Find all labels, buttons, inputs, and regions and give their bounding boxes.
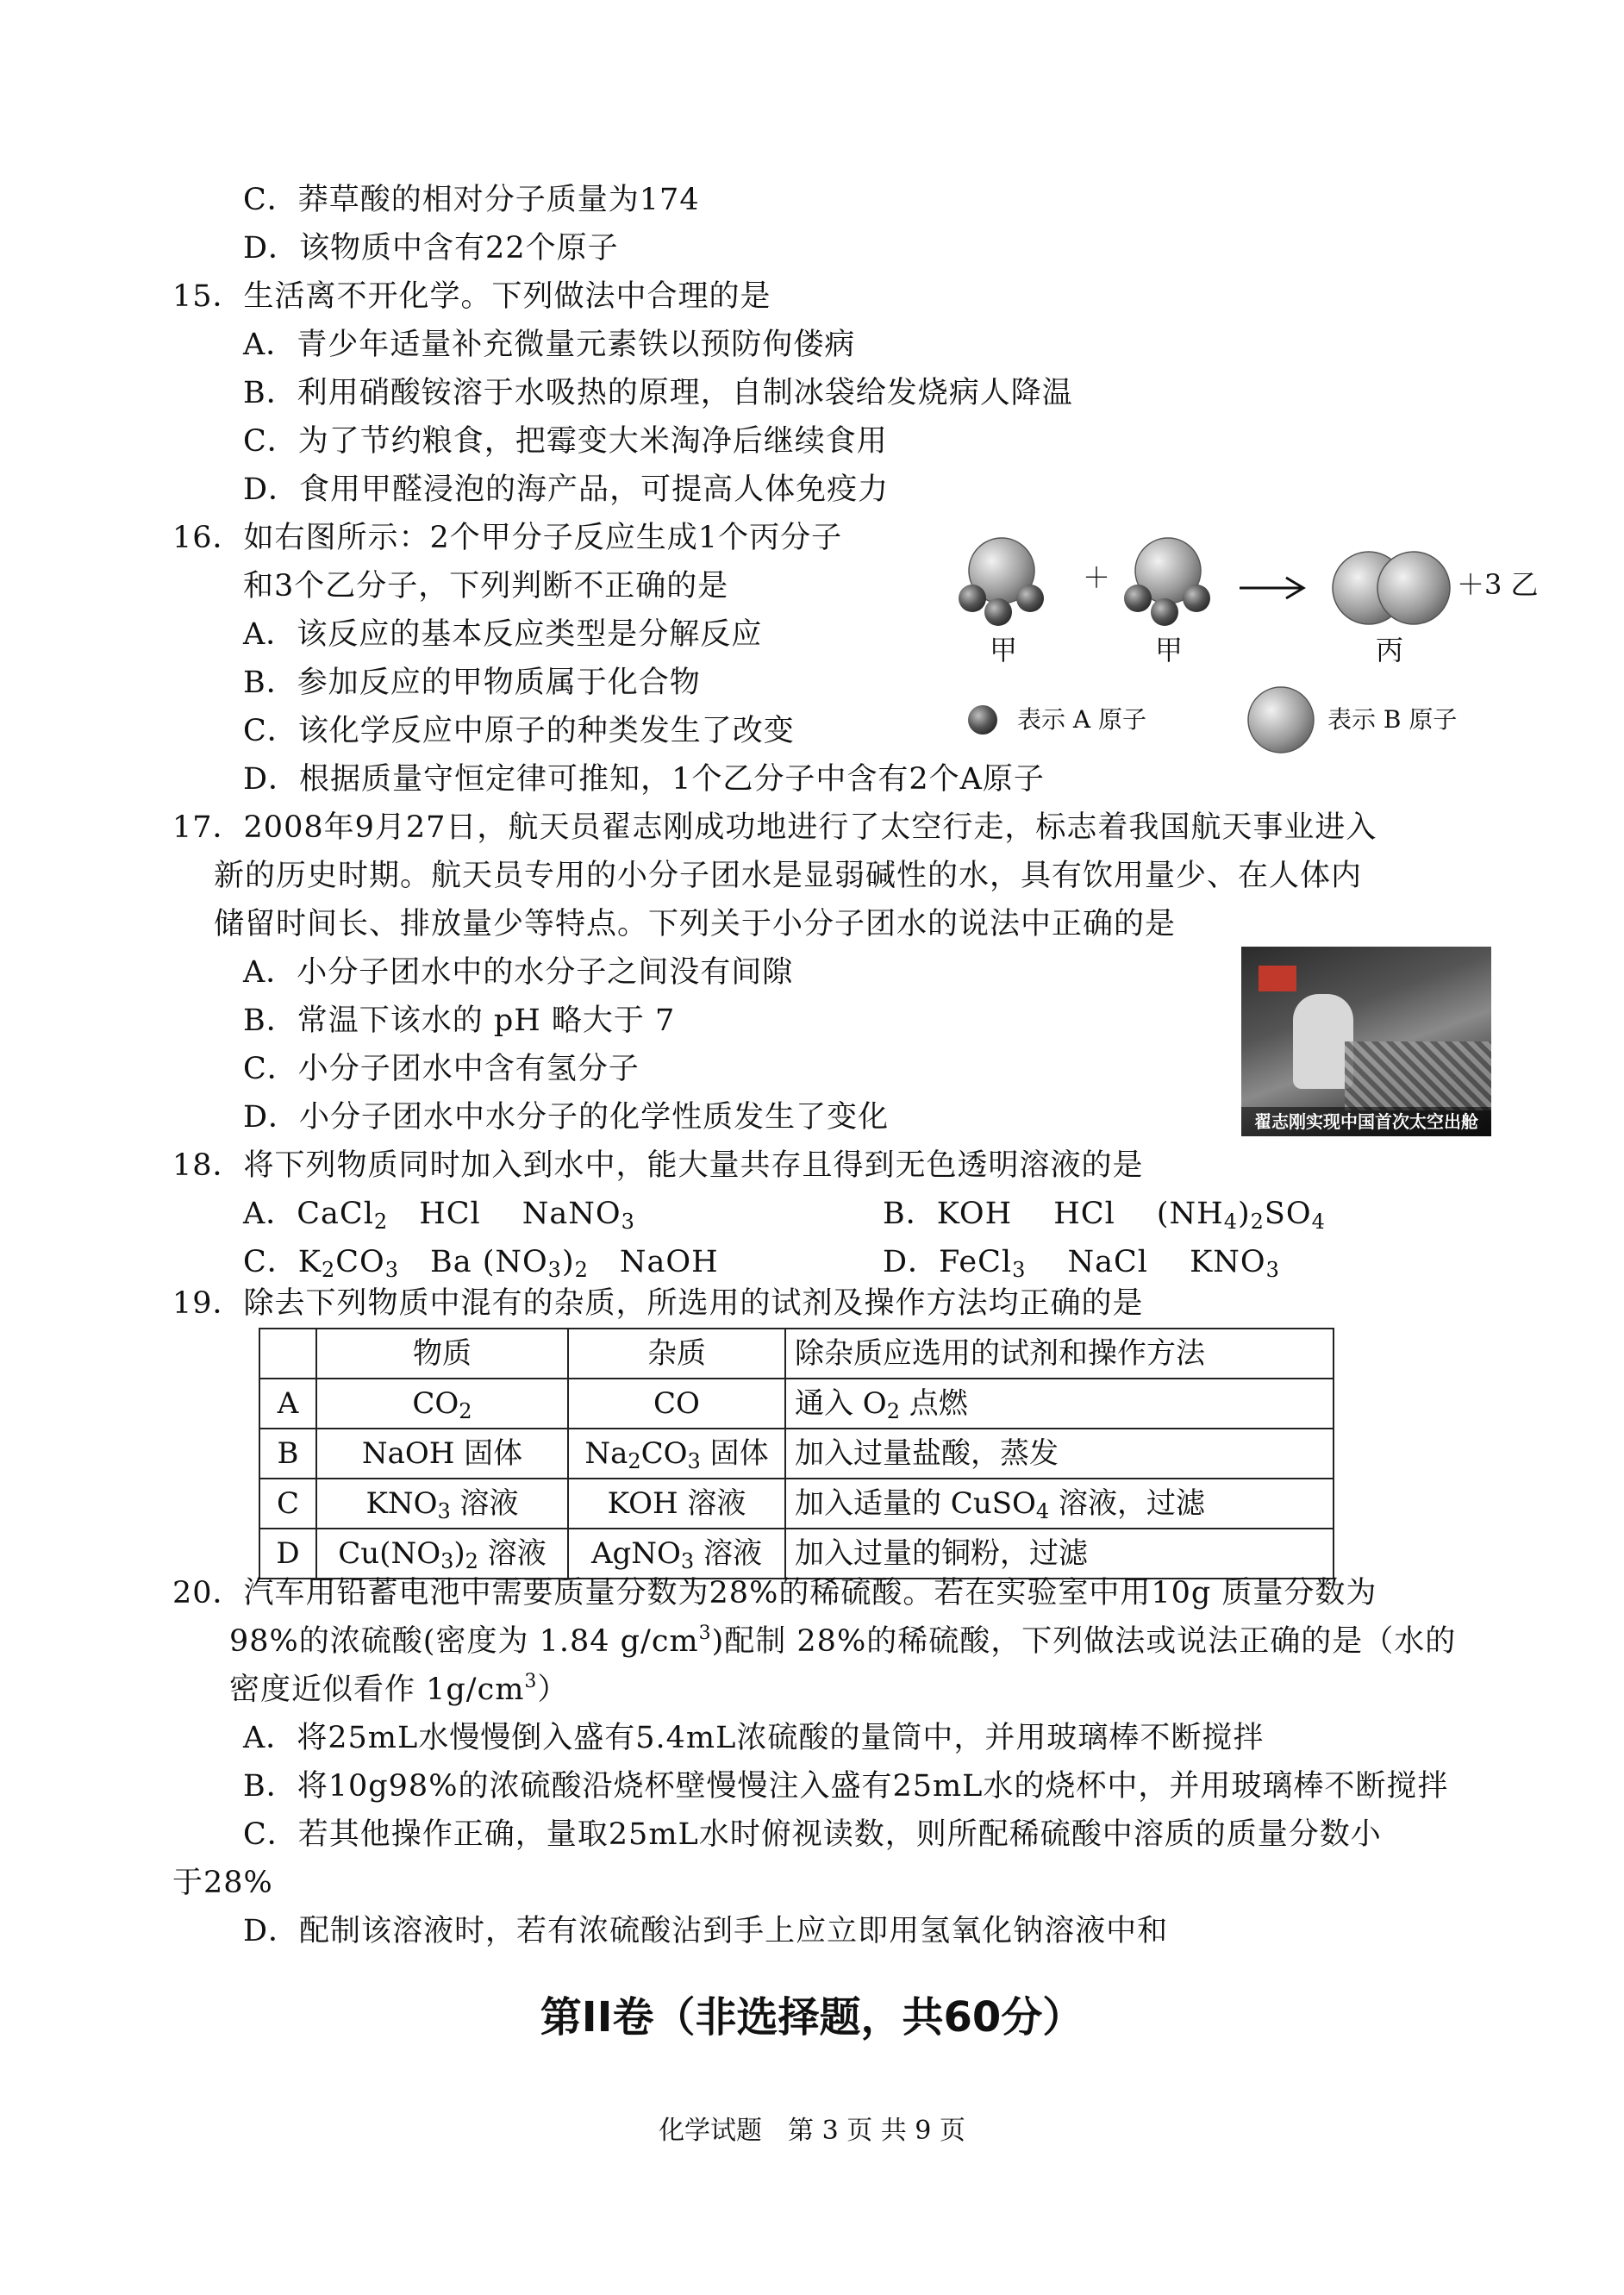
row-key: A [259,1379,316,1429]
q16-option-a: A．该反应的基本反应类型是分解反应 [243,617,763,652]
legend-a-text: 表示 A 原子 [1017,705,1147,734]
q19-stem: 19．除去下列物质中混有的杂质，所选用的试剂及操作方法均正确的是 [172,1286,1144,1321]
bing-molecule [1333,552,1450,624]
header-blank [259,1329,316,1379]
row-key: B [259,1429,316,1479]
reaction-arrow [1240,578,1303,598]
photo-caption: 翟志刚实现中国首次太空出舱 [1241,1107,1491,1136]
q18-option-d: D．FeCl$_3$ NaCl $KNO_3$ [883,1245,1280,1282]
substance-cell: $KNO_3$ 溶液 [316,1479,568,1529]
table-header-row [259,1329,1334,1379]
q15-option-b: B．利用硝酸铵溶于水吸热的原理，自制冰袋给发烧病人降温 [243,376,1073,410]
q17-stem-line3: 储留时间长、排放量少等特点。下列关于小分子团水的说法中正确的是 [214,907,1177,941]
method-cell: 加入适量的 CuSO$_4$ 溶液，过滤 [785,1479,1334,1529]
impurity-cell: CO [568,1379,785,1429]
method-cell: 加入过量的铜粉，过滤 [785,1529,1334,1579]
impurity-removal-table [259,1328,1334,1579]
q20-stem-line1: 20．汽车用铅蓄电池中需要质量分数为28%的稀硫酸。若在实验室中用10g 质量分数为 [172,1576,1377,1610]
q16-stem-line1: 16．如右图所示：2个甲分子反应生成1个丙分子 [172,521,843,555]
impurity-cell: AgNO$_3$ 溶液 [568,1529,785,1579]
spacecraft-shape [1345,1041,1491,1110]
method-cell: 通入 $O_2$ 点燃 [785,1379,1334,1429]
q20-option-c-line2: 于28% [172,1866,273,1900]
q18-stem: 18．将下列物质同时加入到水中，能大量共存且得到无色透明溶液的是 [172,1148,1144,1183]
label-jia-1: 甲 [990,634,1018,666]
q20-option-b: B．将10g98%的浓硫酸沿烧杯壁慢慢注入盛有25mL水的烧杯中，并用玻璃棒不断搅拌 [243,1769,1449,1804]
page-footer: 化学试题 第 3 页 共 9 页 [659,2116,965,2146]
method-cell: 加入过量盐酸，蒸发 [785,1429,1334,1479]
table-row [259,1429,1334,1479]
substance-cell: NaOH 固体 [316,1429,568,1479]
table-row [259,1529,1334,1579]
jia-molecule-1 [959,538,1044,626]
row-key: C [259,1479,316,1529]
q18-option-a: A．CaCl$_2$ HCl NaNO$_3$ [243,1197,635,1234]
q16-option-c: C．该化学反应中原子的种类发生了改变 [243,714,795,748]
q17-option-c: C．小分子团水中含有氢分子 [243,1052,640,1086]
legend-b-atom-icon [1248,687,1314,753]
row-key: D [259,1529,316,1579]
q17-option-a: A．小分子团水中的水分子之间没有间隙 [243,955,794,990]
q17-option-b: B．常温下该水的 pH 略大于 7 [243,1004,676,1038]
q20-stem-line3: 密度近似看作 $1g/cm^3$） [229,1671,569,1707]
header-substance: 物质 [316,1329,568,1379]
substance-cell: $Cu(NO_3)_2$ 溶液 [316,1529,568,1579]
substance-cell: $CO_2$ [316,1379,568,1429]
q16-option-d: D．根据质量守恒定律可推知，1个乙分子中含有2个A原子 [243,762,1045,797]
plus-sign: ＋ [1083,561,1111,594]
q18-option-b: B．KOH HCl $(NH_4)_2SO_4$ [883,1197,1326,1234]
q16-option-b: B．参加反应的甲物质属于化合物 [243,666,701,700]
jia-molecule-2 [1124,538,1210,626]
impurity-cell: $Na_2CO_3$ 固体 [568,1429,785,1479]
label-bing: 丙 [1376,634,1404,666]
q14-option-c: C．莽草酸的相对分子质量为174 [243,183,700,217]
q17-stem-line1: 17．2008年9月27日，航天员翟志刚成功地进行了太空行走，标志着我国航天事业进入 [172,810,1377,845]
reaction-diagram [948,526,1552,767]
impurity-cell: KOH 溶液 [568,1479,785,1529]
q20-option-d: D．配制该溶液时，若有浓硫酸沾到手上应立即用氢氧化钠溶液中和 [243,1914,1169,1948]
q20-option-a: A．将25mL水慢慢倒入盛有5.4mL浓硫酸的量筒中，并用玻璃棒不断搅拌 [243,1721,1265,1755]
q18-option-c: C．$K_2CO_3$ Ba $(NO_3)_2$ NaOH [243,1245,719,1282]
q17-stem-line2: 新的历史时期。航天员专用的小分子团水是显弱碱性的水，具有饮用量少、在人体内 [214,859,1363,893]
q15-option-d: D．食用甲醛浸泡的海产品，可提高人体免疫力 [243,472,890,507]
label-jia-2: 甲 [1155,634,1184,666]
q15-option-a: A．青少年适量补充微量元素铁以预防佝偻病 [243,328,856,362]
legend-b-text: 表示 B 原子 [1327,705,1458,734]
product-extra-label: ＋3 乙 [1457,568,1539,601]
flag-shape [1259,966,1296,991]
q15-stem: 15．生活离不开化学。下列做法中合理的是 [172,279,771,314]
q16-stem-line2: 和3个乙分子，下列判断不正确的是 [243,569,729,603]
q20-option-c-line1: C．若其他操作正确，量取25mL水时俯视读数，则所配稀硫酸中溶质的质量分数小 [243,1817,1382,1852]
q20-stem-line2: 98%的浓硫酸(密度为 1.84 $g/cm^3$)配制 28%的稀硫酸，下列做法或说法正确的是（水的 [229,1623,1457,1659]
section-title: 第II卷（非选择题，共60分） [540,1993,1084,2042]
header-method: 除杂质应选用的试剂和操作方法 [785,1329,1334,1379]
q14-option-d: D．该物质中含有22个原子 [243,231,619,266]
q15-option-c: C．为了节约粮食，把霉变大米淘净后继续食用 [243,424,888,459]
legend-a-atom-icon [968,705,997,735]
table-row [259,1379,1334,1429]
header-impurity: 杂质 [568,1329,785,1379]
q17-option-d: D．小分子团水中水分子的化学性质发生了变化 [243,1100,890,1135]
spacewalk-photo [1241,947,1491,1136]
table-row [259,1479,1334,1529]
